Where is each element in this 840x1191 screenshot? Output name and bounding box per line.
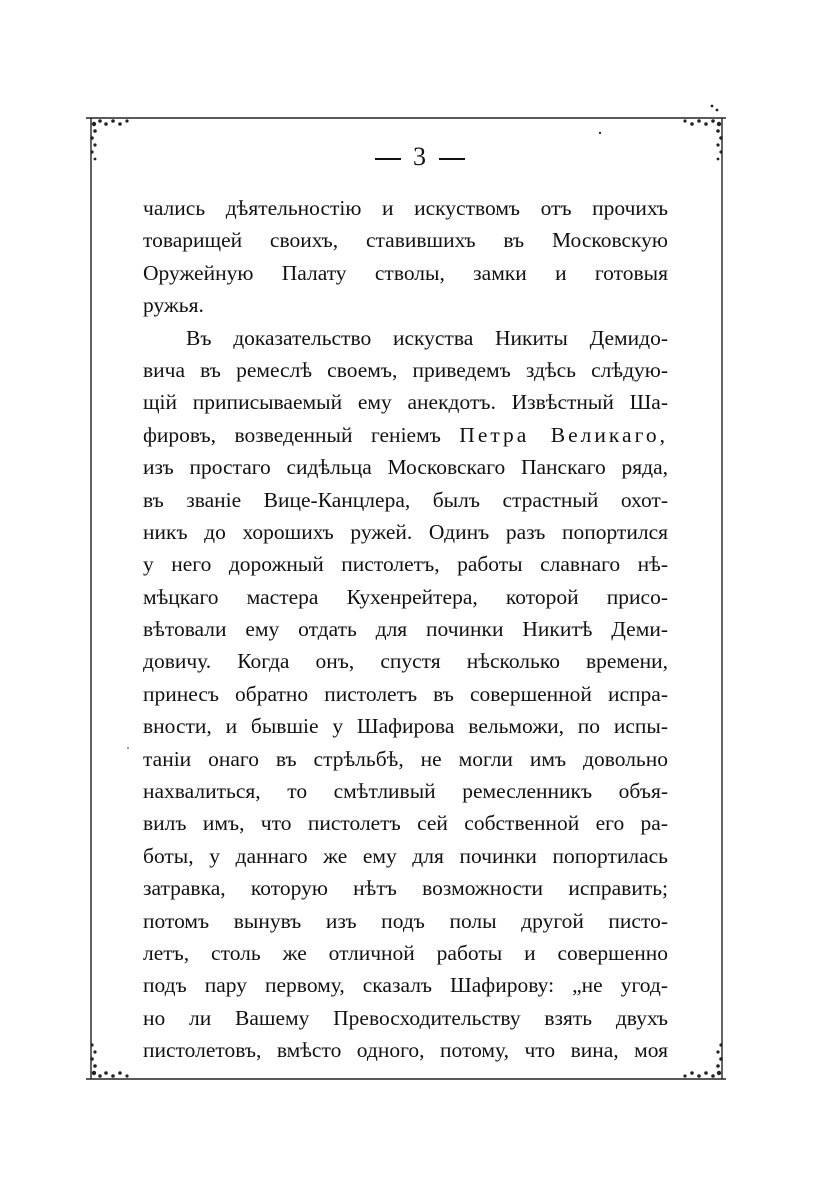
text-line: вилъ имъ, что пистолетъ сей собственной его ра- bbox=[143, 811, 668, 836]
text-line: ружья. bbox=[143, 293, 204, 318]
text-line: подъ пару первому, сказалъ Шафирову: „не угод- bbox=[143, 973, 668, 998]
text-line: летъ, столь же отличной работы и совершенно bbox=[143, 940, 668, 965]
page-number-dash-right bbox=[439, 158, 465, 160]
text-line: пистолетовъ, вмѣсто одного, потому, что вина, моя bbox=[143, 1038, 668, 1063]
text-line: въ званіе Вице-Канцлера, былъ страстный охот- bbox=[143, 487, 668, 512]
emphasized-name: Петра Великаго, bbox=[459, 422, 668, 447]
text-line: потомъ вынувъ изъ подъ полы другой писто- bbox=[143, 908, 668, 933]
text-line: у него дорожный пистолетъ, работы славнаго нѣ- bbox=[143, 552, 668, 577]
page-number-dash-left bbox=[375, 158, 401, 160]
text-line: товарищей своихъ, ставившихъ въ Московскую bbox=[143, 228, 668, 253]
page-number bbox=[0, 142, 840, 172]
text-line bbox=[143, 419, 668, 451]
text-segment: фировъ, возведенный геніемъ bbox=[143, 422, 441, 447]
text-line: боты, у даннаго же ему для починки попортилась bbox=[143, 843, 668, 868]
text-line: довичу. Когда онъ, спустя нѣсколько времени, bbox=[143, 649, 668, 674]
text-line: но ли Вашему Превосходительству взять двухъ bbox=[143, 1005, 668, 1030]
text-line: изъ простаго сидѣльца Московскаго Панскаго ряда, bbox=[143, 455, 668, 480]
body-text bbox=[143, 192, 668, 1099]
text-line bbox=[143, 1067, 668, 1099]
text-line: вича въ ремеслѣ своемъ, приведемъ здѣсь слѣдую- bbox=[143, 357, 668, 382]
text-line: принесъ обратно пистолетъ въ совершенной испра- bbox=[143, 681, 668, 706]
text-line: нахвалиться, то смѣтливый ремесленникъ объя- bbox=[143, 779, 668, 804]
text-line: щій приписываемый ему анекдотъ. Извѣстный Ша- bbox=[143, 390, 668, 415]
text-line: таніи онаго въ стрѣльбѣ, не могли имъ довольно bbox=[143, 746, 668, 771]
text-line: вѣтовали ему отдать для починки Никитѣ Деми- bbox=[143, 617, 668, 642]
text-line: Въ доказательство искуства Никиты Демидо- bbox=[186, 325, 668, 350]
text-line: Оружейную Палату стволы, замки и готовыя bbox=[143, 260, 668, 285]
text-line: мѣцкаго мастера Кухенрейтера, которой присо- bbox=[143, 584, 668, 609]
text-line: чались дѣятельностію и искуствомъ отъ прочихъ bbox=[143, 196, 668, 220]
text-line: затравка, которую нѣтъ возможности исправить; bbox=[143, 876, 668, 901]
ornament-bottom-left bbox=[90, 1043, 128, 1077]
ornament-bottom-right bbox=[683, 1043, 722, 1077]
page-number-value: 3 bbox=[413, 142, 427, 171]
text-line: вности, и бывшіе у Шафирова вельможи, по испы- bbox=[143, 714, 668, 739]
text-line: никъ до хорошихъ ружей. Одинъ разъ попортился bbox=[143, 519, 668, 544]
